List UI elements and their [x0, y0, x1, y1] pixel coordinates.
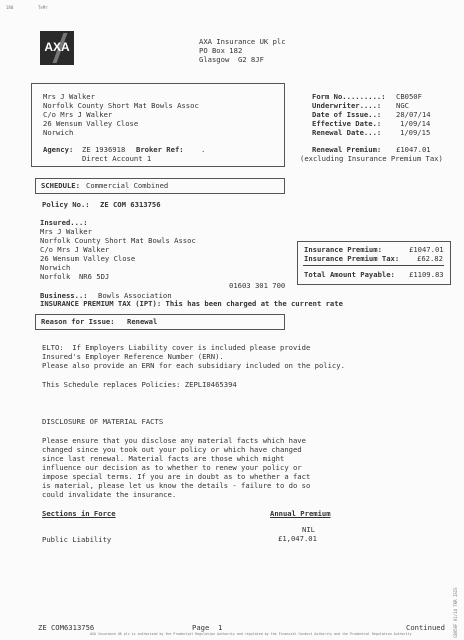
- disclosure-line-6: is material, please let us know the details - failure to do so: [42, 481, 311, 490]
- underwriter-label: Underwriter....:: [312, 101, 382, 110]
- reason-value: Renewal: [127, 317, 158, 326]
- renewal-date-label: Renewal Date...:: [312, 128, 382, 137]
- section-name: Public Liability: [42, 535, 112, 544]
- insured-line-1: Mrs J Walker: [40, 227, 92, 236]
- broker-ref-value: .: [201, 145, 206, 154]
- insurance-premium-tax-label: Insurance Premium Tax:: [304, 254, 400, 263]
- insurance-premium-value: £1047.01: [409, 245, 444, 254]
- disclosure-line-1: Please ensure that you disclose any material facts which have: [42, 436, 306, 445]
- disclosure-heading: DISCLOSURE OF MATERIAL FACTS: [42, 417, 164, 426]
- insured-line-4: 26 Wensum Valley Close: [40, 254, 136, 263]
- corner-mark-right: TeMr: [38, 5, 48, 10]
- schedule-label: SCHEDULE:: [41, 181, 80, 190]
- agency-value: ZE 1936918: [82, 145, 126, 154]
- renewal-premium-label: Renewal Premium:: [312, 145, 382, 154]
- insured-label: Insured...:: [40, 218, 88, 227]
- insured-line-6: Norfolk NR6 5DJ: [40, 272, 110, 281]
- footer-continued: Continued: [406, 623, 445, 632]
- address-line-1: Mrs J Walker: [43, 92, 95, 101]
- section-premium: £1,047.01: [278, 534, 317, 543]
- effective-date-label: Effective Date.:: [312, 119, 382, 128]
- disclosure-line-3: since last renewal. Material facts are those which might: [42, 454, 285, 463]
- insured-line-3: C/o Mrs J Walker: [40, 245, 110, 254]
- reason-label: Reason for Issue:: [41, 317, 115, 326]
- address-line-3: C/o Mrs J Walker: [43, 110, 113, 119]
- insurance-premium-label: Insurance Premium:: [304, 245, 382, 254]
- side-print: CB050F 01/14 TKR ISIS: [453, 587, 458, 638]
- date-of-issue-label: Date of Issue..:: [312, 110, 382, 119]
- date-of-issue-value: 28/07/14: [396, 110, 431, 119]
- renewal-premium-note: (excluding Insurance Premium Tax): [300, 154, 443, 163]
- insurer-address-line-2: PO Box 182: [199, 46, 243, 55]
- insured-line-5: Norwich: [40, 263, 71, 272]
- address-line-2: Norfolk County Short Mat Bowls Assoc: [43, 101, 199, 110]
- form-no-value: CB050F: [396, 92, 422, 101]
- ipt-line: INSURANCE PREMIUM TAX (IPT): This has been charged at the current rate: [40, 299, 343, 308]
- elto-line-2: Insured's Employer Reference Number (ERN).: [42, 352, 224, 361]
- effective-date-value: 1/09/14: [400, 119, 431, 128]
- section-premium-top: NIL: [302, 525, 315, 534]
- business-value: Bowls Association: [98, 291, 172, 300]
- footer-page: Page 1: [192, 623, 223, 632]
- footer-ref: ZE COM6313756: [38, 623, 95, 632]
- insurance-premium-tax-value: £62.82: [417, 254, 443, 263]
- elto-line-1: ELTO: If Employers Liability cover is included please provide: [42, 343, 311, 352]
- insurer-address-line-3: Glasgow G2 8JF: [199, 55, 264, 64]
- broker-ref-label: Broker Ref:: [136, 145, 184, 154]
- disclosure-line-5: impose special terms. If you are in doubt as to whether a fact: [42, 472, 311, 481]
- form-no-label: Form No.........:: [312, 92, 386, 101]
- disclosure-line-2: changed since you took out your policy or which have changed: [42, 445, 302, 454]
- underwriter-value: NGC: [396, 101, 409, 110]
- address-line-4: 26 Wensum Valley Close: [43, 119, 139, 128]
- schedule-value: Commercial Combined: [86, 181, 169, 190]
- disclosure-line-7: could invalidate the insurance.: [42, 490, 177, 499]
- address-line-5: Norwich: [43, 128, 74, 137]
- corner-mark-left: 180: [6, 5, 14, 10]
- elto-line-3: Please also provide an ERN for each subsidiary included on the policy.: [42, 361, 345, 370]
- total-amount-label: Total Amount Payable:: [304, 270, 395, 279]
- insured-line-2: Norfolk County Short Mat Bowls Assoc: [40, 236, 196, 245]
- agency-label: Agency:: [43, 145, 74, 154]
- total-amount-value: £1109.83: [409, 270, 444, 279]
- disclosure-line-4: influence our decision as to whether to renew your policy or: [42, 463, 302, 472]
- replaces-line: This Schedule replaces Policies: ZEPLI0465394: [42, 380, 237, 389]
- fine-print: AXA Insurance UK plc is authorised by the Prudential Regulation Authority and regulated by the Financial Conduct Authority and the Prudential Regulation Authority: [90, 632, 412, 636]
- direct-account: Direct Account 1: [82, 154, 152, 163]
- logo-text: AXA: [44, 40, 70, 55]
- renewal-premium-value: £1047.01: [396, 145, 431, 154]
- axa-logo: [40, 31, 74, 65]
- premium-divider: [303, 265, 444, 266]
- insurer-address-line-1: AXA Insurance UK plc: [199, 37, 286, 46]
- policy-no-label: Policy No.:: [42, 200, 90, 209]
- policy-no-value: ZE COM 6313756: [100, 200, 161, 209]
- sections-in-force-heading: Sections in Force: [42, 509, 116, 518]
- renewal-date-value: 1/09/15: [400, 128, 431, 137]
- business-label: Business..:: [40, 291, 88, 300]
- annual-premium-heading: Annual Premium: [270, 509, 331, 518]
- insured-phone: 01603 301 700: [229, 281, 286, 290]
